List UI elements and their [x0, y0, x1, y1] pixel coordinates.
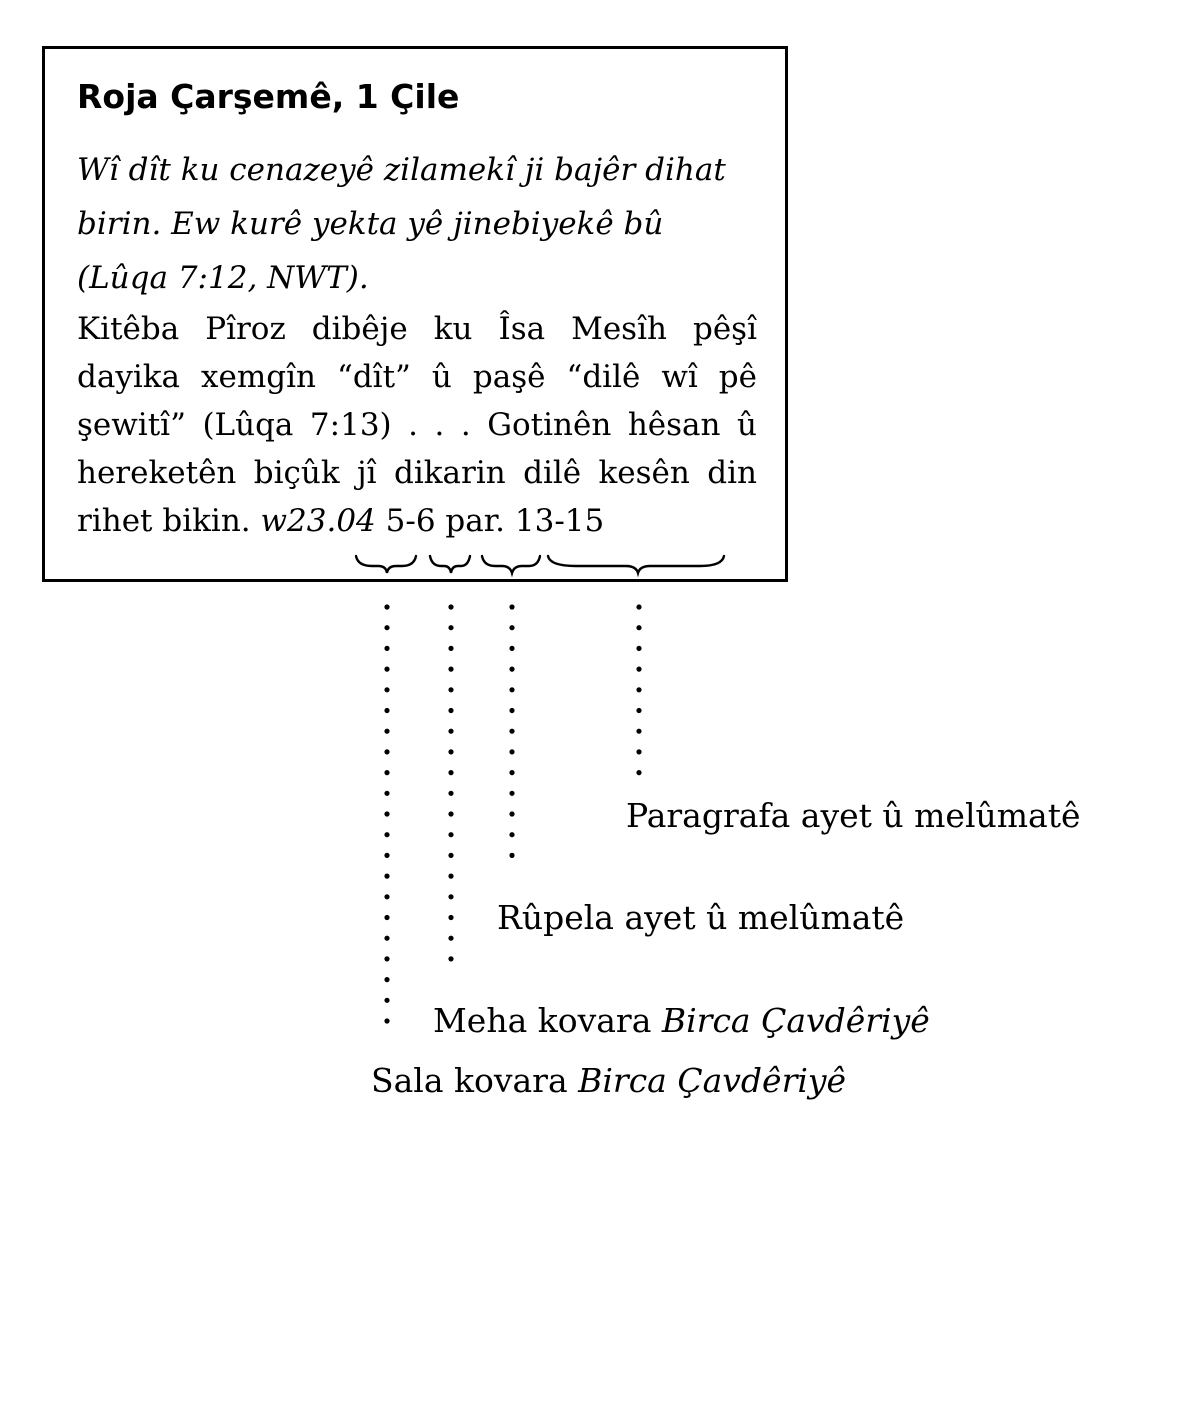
- date-heading: Roja Çarşemê, 1 Çile: [77, 77, 460, 116]
- comment-text: Kitêba Pîroz dibêje ku Îsa Mesîh pêşî dayika xemgîn “dît” û paşê “dilê wî pê şewitî” (Lûqa 7:13) . . . Gotinên hêsan û hereketên biçûk jî dikarin dilê kesên din rihet bikin.: [77, 311, 757, 539]
- brace-page: [482, 556, 540, 573]
- label-month: [433, 1001, 930, 1041]
- label-year-prefix: Sala kovara: [371, 1061, 579, 1100]
- label-month-prefix: Meha kovara: [433, 1001, 662, 1040]
- label-page: Rûpela ayet û melûmatê: [497, 898, 905, 937]
- label-year: [371, 1061, 846, 1101]
- brace-year: [356, 556, 416, 573]
- ref-pages: 5-6: [385, 503, 436, 539]
- label-paragraphs: Paragrafa ayet û melûmatê: [626, 796, 1081, 835]
- label-year-title: Birca Çavdêriyê: [578, 1061, 847, 1100]
- ref-publication: w23.04: [260, 503, 376, 539]
- brace-month: [430, 556, 470, 573]
- ref-paragraphs: par. 13-15: [445, 503, 605, 539]
- scripture-verse: Wî dît ku cenazeyê zilamekî ji bajêr dihat birin. Ew kurê yekta yê jinebiyekê bû (Lûqa 7:12, NWT).: [77, 152, 726, 296]
- brace-paragraph: [548, 556, 724, 573]
- label-month-title: Birca Çavdêriyê: [661, 1001, 930, 1040]
